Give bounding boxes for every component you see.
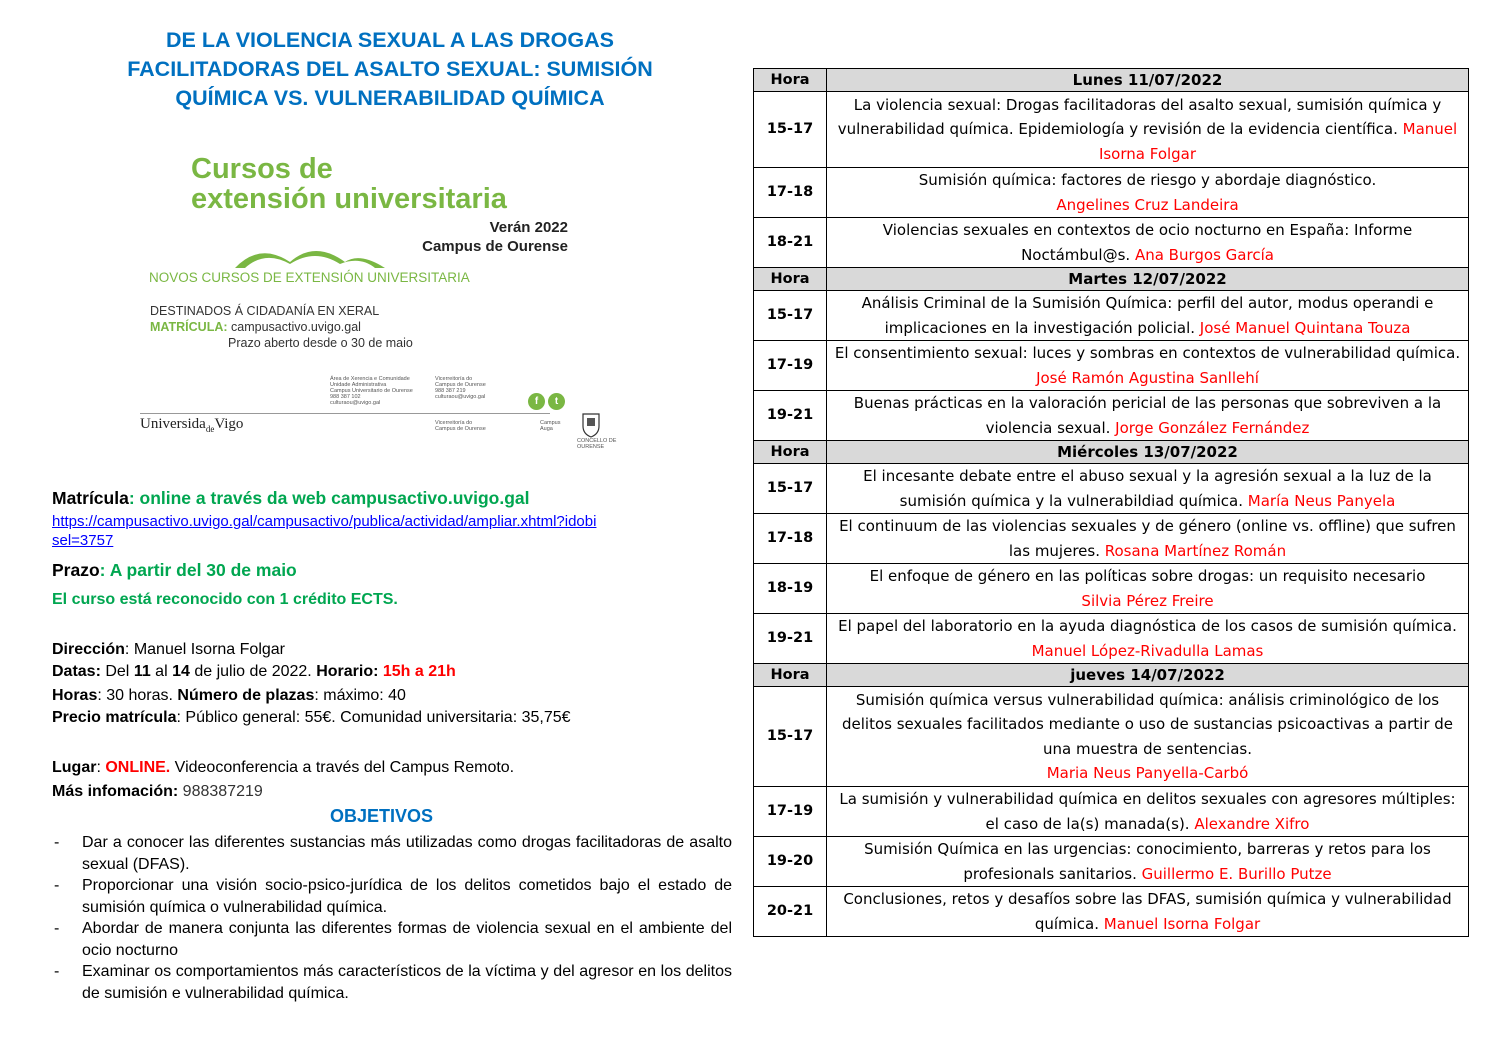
session-row [754, 837, 1469, 887]
session-time: 17-19 [754, 787, 827, 837]
session-time: 15-17 [754, 464, 827, 514]
speaker-name: Manuel Isorna Folgar [1098, 120, 1458, 163]
speaker-name: Rosana Martínez Román [1104, 541, 1287, 560]
session-time: 17-19 [754, 341, 827, 391]
session-time: 19-21 [754, 391, 827, 441]
matricula-line: Matrícula: online a través da web campusactivo.uvigo.gal [52, 488, 530, 508]
speaker-name: Manuel López-Rivadulla Lamas [1031, 641, 1264, 660]
horas-line: Horas: 30 horas. Número de plazas: máximo: 40 [52, 687, 406, 704]
speaker-name: José Manuel Quintana Touza [1199, 318, 1411, 337]
banner-vice-logo: Vicerreitoría do Campus de Ourense [435, 420, 486, 432]
day-header-row [754, 664, 1469, 687]
speaker-name: José Ramón Agustina Sanllehí [1036, 368, 1259, 387]
session-desc: Sumisión Química en las urgencias: conocimiento, barreras y retos para los profesionals sanitarios. Guillermo E. Burillo Putze [827, 837, 1469, 887]
session-row [754, 218, 1469, 268]
title-line-3: QUÍMICA VS. VULNERABILIDAD QUÍMICA [175, 86, 605, 110]
enrollment-link[interactable]: https://campusactivo.uvigo.gal/campusactivo/publica/actividad/ampliar.xhtml?idobi sel=3757 [52, 513, 597, 549]
banner-area-contact: Área de Xerencia e Comunidade Unidade Administrativa Campus Universitario de Ourense 988 387 102 culturaou@uvigo.gal [330, 376, 413, 406]
day-header-row [754, 268, 1469, 291]
session-row [754, 92, 1469, 168]
objetivo-item: - Examinar os comportamientos más característicos de la víctima y del agresor en los delitos de sumisión e vulnerabilidad química. [52, 961, 732, 1004]
session-desc: Sumisión química versus vulnerabilidad química: análisis criminológico de los delitos sexuales facilitados mediante o uso de sustancias psicoactivas a partir de una muestra de sentencias. Maria Neus Panyella-Carbó [827, 687, 1469, 787]
session-row [754, 168, 1469, 218]
ects-line: El curso está reconocido con 1 crédito ECTS. [52, 591, 398, 608]
mas-info-line: Más infomación: 988387219 [52, 783, 263, 800]
objetivos-list [52, 832, 732, 1004]
speaker-name: Ana Burgos García [1134, 245, 1274, 264]
session-time: 17-18 [754, 168, 827, 218]
concello-crest-icon [580, 412, 602, 438]
day-header: jueves 14/07/2022 [827, 664, 1469, 687]
document-title [40, 26, 740, 113]
session-time: 15-17 [754, 291, 827, 341]
banner-concello: CONCELLO DE OURENSE [577, 438, 617, 450]
objetivo-item: - Abordar de manera conjunta las diferentes formas de violencia sexual en el ambiente del ocio nocturno [52, 918, 732, 961]
session-desc: La sumisión y vulnerabilidad química en delitos sexuales con agresores múltiples: el caso de la(s) manada(s). Alexandre Xifro [827, 787, 1469, 837]
speaker-name: Maria Neus Panyella-Carbó [1046, 764, 1249, 782]
precio-line: Precio matrícula: Público general: 55€. Comunidad universitaria: 35,75€ [52, 709, 571, 726]
objetivo-item: - Proporcionar una visión socio-psico-jurídica de los delitos cometidos bajo el estado de sumisión química o vulnerabilidad química. [52, 875, 732, 918]
objetivos-title: OBJETIVOS [330, 806, 434, 826]
title-line-2: FACILITADORAS DEL ASALTO SEXUAL: SUMISIÓN [127, 57, 653, 81]
objetivo-item: - Dar a conocer las diferentes sustancias más utilizadas como drogas facilitadoras de asalto sexual (DFAS). [52, 832, 732, 875]
session-desc: Análisis Criminal de la Sumisión Química: perfil del autor, modus operandi e implicaciones en la investigación policial. José Manuel Quintana Touza [827, 291, 1469, 341]
speaker-name: Jorge González Fernández [1115, 418, 1310, 437]
hora-header: Hora [754, 268, 827, 291]
university-logo: Universida$_{de}$Vigo [140, 416, 244, 434]
schedule-table [753, 68, 1469, 937]
speaker-name: Angelines Cruz Landeira [1056, 195, 1239, 214]
day-header-row [754, 441, 1469, 464]
session-time: 18-19 [754, 564, 827, 614]
session-row [754, 787, 1469, 837]
session-row [754, 887, 1469, 937]
hora-header: Hora [754, 664, 827, 687]
banner-heading: Cursos de extensión universitaria [191, 153, 507, 215]
banner-vice-contact: Vicerreitoría do Campus de Ourense 988 387 219 culturaou@uvigo.gal [435, 376, 486, 400]
session-desc: La violencia sexual: Drogas facilitadoras del asalto sexual, sumisión química y vulnerabilidad química. Epidemiología y revisión de la evidencia científica. Manuel Isorna Folgar [827, 92, 1469, 168]
facebook-icon[interactable]: f [528, 393, 545, 410]
session-desc: El papel del laboratorio en la ayuda diagnóstica de los casos de sumisión química. Manuel López-Rivadulla Lamas [827, 614, 1469, 664]
day-header-row [754, 69, 1469, 92]
session-desc: Buenas prácticas en la valoración pericial de las personas que sobreviven a la violencia sexual. Jorge González Fernández [827, 391, 1469, 441]
speaker-name: Silvia Pérez Freire [1081, 591, 1214, 610]
datas-line: Datas: Del 11 al 14 de julio de 2022. Horario: 15h a 21h [52, 663, 456, 680]
course-banner [140, 140, 620, 450]
session-desc: El continuum de las violencias sexuales y de género (online vs. offline) que sufren las mujeres. Rosana Martínez Román [827, 514, 1469, 564]
session-time: 19-21 [754, 614, 827, 664]
session-time: 17-18 [754, 514, 827, 564]
session-row [754, 464, 1469, 514]
banner-destinados: DESTINADOS Á CIDADANÍA EN XERAL MATRÍCULA: campusactivo.uvigo.gal Prazo aberto desde o 30 de maio [150, 304, 413, 350]
speaker-name: Manuel Isorna Folgar [1103, 914, 1261, 933]
session-desc: El incesante debate entre el abuso sexual y la agresión sexual a la luz de la sumisión química y la vulnerabildiad química. María Neus Panyela [827, 464, 1469, 514]
session-desc: El consentimiento sexual: luces y sombras en contextos de vulnerabilidad química. José Ramón Agustina Sanllehí [827, 341, 1469, 391]
hora-header: Hora [754, 441, 827, 464]
day-header: Lunes 11/07/2022 [827, 69, 1469, 92]
hills-logo [235, 240, 385, 270]
session-row [754, 564, 1469, 614]
banner-season: Verán 2022 Campus de Ourense [422, 219, 568, 255]
session-desc: Sumisión química: factores de riesgo y abordaje diagnóstico. Angelines Cruz Landeira [827, 168, 1469, 218]
session-time: 15-17 [754, 92, 827, 168]
lugar-line: Lugar: ONLINE. Videoconferencia a través del Campus Remoto. [52, 759, 515, 776]
session-row [754, 514, 1469, 564]
session-row [754, 341, 1469, 391]
session-time: 18-21 [754, 218, 827, 268]
session-time: 15-17 [754, 687, 827, 787]
banner-campus-logo: Campus Auga [540, 420, 561, 432]
twitter-icon[interactable]: t [548, 393, 565, 410]
banner-novos: NOVOS CURSOS DE EXTENSIÓN UNIVERSITARIA [149, 270, 470, 285]
session-row [754, 291, 1469, 341]
session-row [754, 614, 1469, 664]
day-header: Martes 12/07/2022 [827, 268, 1469, 291]
hora-header: Hora [754, 69, 827, 92]
session-time: 19-20 [754, 837, 827, 887]
speaker-name: Guillermo E. Burillo Putze [1141, 864, 1332, 883]
session-desc: Conclusiones, retos y desafíos sobre las DFAS, sumisión química y vulnerabilidad química. Manuel Isorna Folgar [827, 887, 1469, 937]
day-header: Miércoles 13/07/2022 [827, 441, 1469, 464]
session-time: 20-21 [754, 887, 827, 937]
session-desc: Violencias sexuales en contextos de ocio nocturno en España: Informe Noctámbul@s. Ana Burgos García [827, 218, 1469, 268]
session-row [754, 391, 1469, 441]
speaker-name: María Neus Panyela [1247, 491, 1396, 510]
title-line-1: DE LA VIOLENCIA SEXUAL A LAS DROGAS [166, 28, 614, 52]
session-row [754, 687, 1469, 787]
direccion-line: Dirección: Manuel Isorna Folgar [52, 641, 285, 658]
session-desc: El enfoque de género en las políticas sobre drogas: un requisito necesario Silvia Pérez Freire [827, 564, 1469, 614]
speaker-name: Alexandre Xifro [1194, 814, 1310, 833]
prazo-line: Prazo: A partir del 30 de maio [52, 560, 297, 580]
banner-divider [140, 413, 550, 414]
